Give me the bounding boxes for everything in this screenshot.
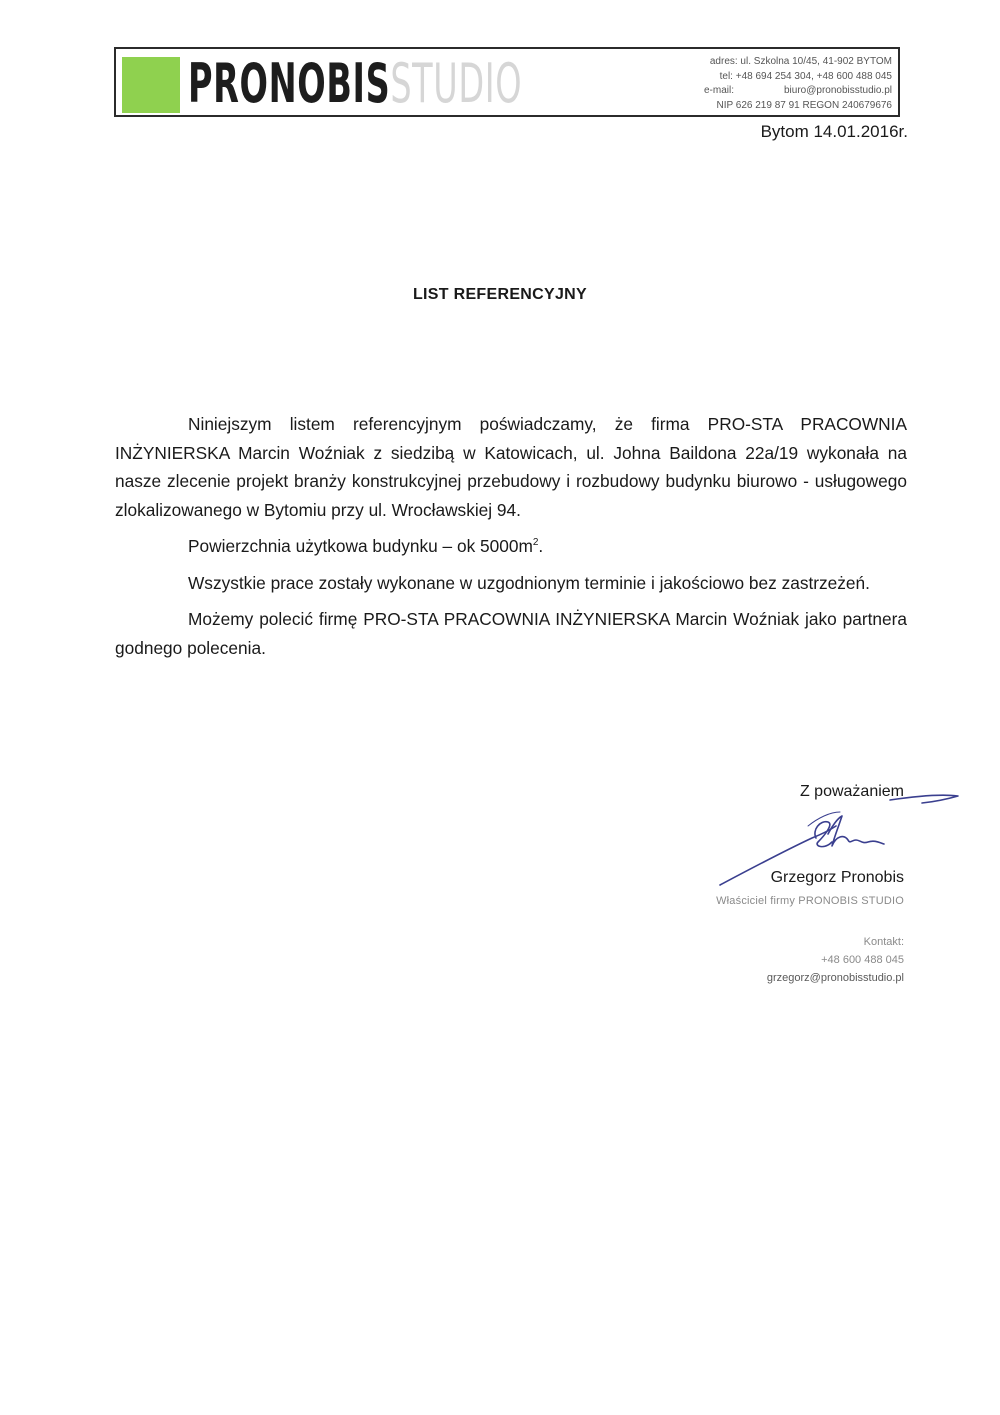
letterhead-email-row (704, 84, 892, 99)
letter-body (115, 410, 907, 668)
paragraph-2 (115, 532, 907, 561)
letterhead-email-label: e-mail: (703, 85, 734, 96)
paragraph-2-superscript: 2 (532, 537, 539, 549)
letterhead (114, 47, 900, 117)
paragraph-2-text: Powierzchnia użytkowa budynku – ok 5000m (188, 536, 533, 556)
signer-contact-label: Kontakt: (863, 936, 904, 948)
signer-name: Grzegorz Pronobis (770, 869, 904, 886)
logo-brand-secondary: STUDIO (390, 52, 523, 115)
letterhead-tel: tel: +48 694 254 304, +48 600 488 045 (719, 70, 892, 82)
logo-brand-main: PRONOBIS (188, 52, 391, 115)
paragraph-1: Niniejszym listem referencyjnym poświadczamy, że firma PRO-STA PRACOWNIA INŻYNIERSKA Marcin Woźniak z siedzibą w Katowicach, ul. Johna Baildona 22a/19 wykonała na nasze zlecenie projekt branży konstrukcyjnej przebudowy i rozbudowy budynku biurowo - usługowego zlokalizowanego w Bytomiu przy ul. Wrocławskiej 94. (115, 414, 907, 520)
logo-square (122, 57, 180, 113)
paragraph-2-end: . (538, 536, 544, 556)
letterhead-email: biuro@pronobisstudio.pl (784, 85, 892, 96)
signer-contact (767, 933, 904, 987)
letter-title: LIST REFERENCYJNY (412, 286, 587, 303)
paragraph-3: Wszystkie prace zostały wykonane w uzgodnionym terminie i jakościowo bez zastrzeżeń. (188, 572, 870, 593)
letterhead-contact (704, 55, 892, 113)
signer-email: grzegorz@pronobisstudio.pl (766, 972, 904, 984)
paragraph-4: Możemy polecić firmę PRO-STA PRACOWNIA INŻYNIERSKA Marcin Woźniak jako partnera godnego polecenia. (115, 609, 907, 658)
letter-date: Bytom 14.01.2016r. (760, 122, 908, 141)
letterhead-registration: NIP 626 219 87 91 REGON 240679676 (716, 99, 892, 111)
letterhead-address: adres: ul. Szkolna 10/45, 41-902 BYTOM (709, 56, 892, 67)
closing-salutation: Z poważaniem (799, 783, 904, 800)
logo (188, 53, 522, 115)
signer-role: Właściciel firmy PRONOBIS STUDIO (716, 895, 904, 907)
signer-phone: +48 600 488 045 (821, 954, 904, 966)
